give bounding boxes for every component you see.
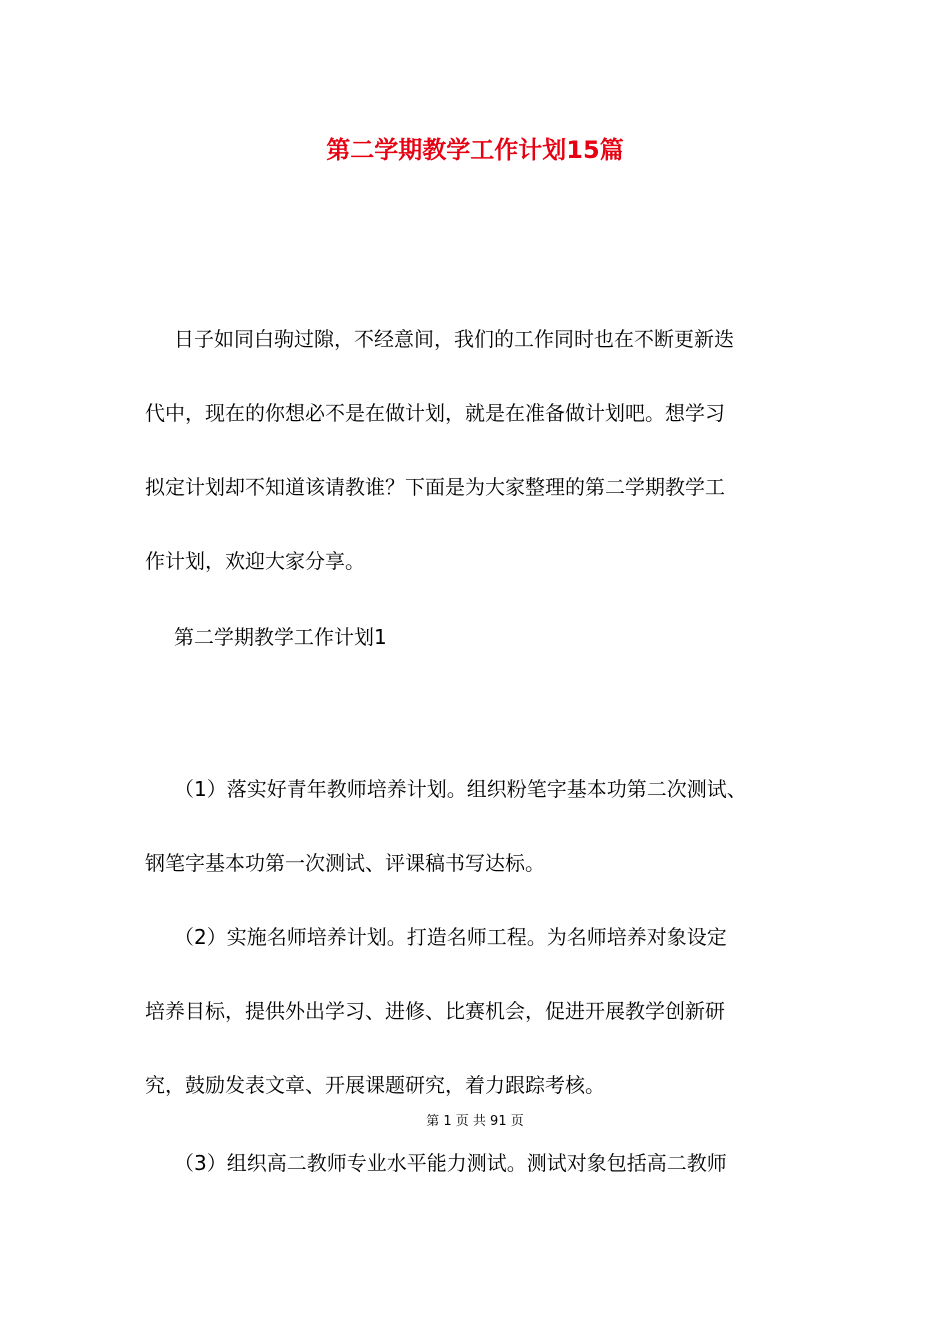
intro-line: 日子如同白驹过隙，不经意间，我们的工作同时也在不断更新迭 (174, 327, 734, 351)
intro-line: 拟定计划却不知道该请教谁？下面是为大家整理的第二学期教学工 (145, 475, 725, 499)
intro-line: 作计划，欢迎大家分享。 (145, 549, 365, 573)
section-heading (145, 622, 810, 696)
intro-paragraph (145, 324, 810, 620)
page-number-footer: 第 1 页 共 91 页 (426, 1114, 524, 1129)
item-3-paragraph (145, 1148, 810, 1222)
item-line: 钢笔字基本功第一次测试、评课稿书写达标。 (145, 851, 545, 875)
item-line: （1）落实好青年教师培养计划。组织粉笔字基本功第二次测试、 (174, 777, 747, 801)
item-1-paragraph (145, 774, 810, 922)
item-2-paragraph (145, 922, 810, 1144)
section-heading-text: 第二学期教学工作计划1 (174, 625, 387, 649)
item-line: 培养目标，提供外出学习、进修、比赛机会，促进开展教学创新研 (145, 999, 725, 1023)
item-line: （2）实施名师培养计划。打造名师工程。为名师培养对象设定 (174, 925, 727, 949)
item-line: 究，鼓励发表文章、开展课题研究，着力跟踪考核。 (145, 1073, 605, 1097)
item-line: （3）组织高二教师专业水平能力测试。测试对象包括高二教师 (174, 1151, 727, 1175)
document-title: 第二学期教学工作计划15篇 (326, 136, 624, 164)
intro-line: 代中，现在的你想必不是在做计划，就是在准备做计划吧。想学习 (145, 401, 725, 425)
